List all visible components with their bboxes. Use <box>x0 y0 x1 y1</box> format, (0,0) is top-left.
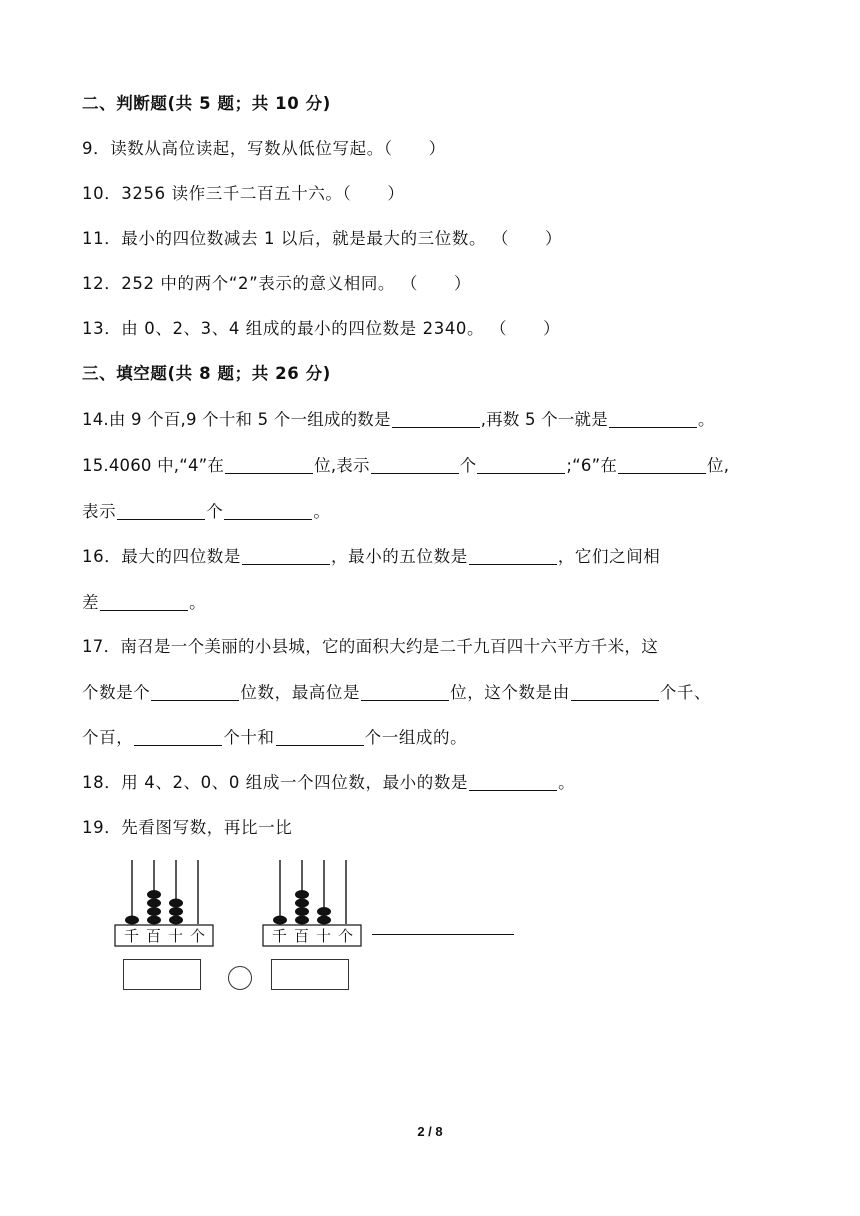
number-box-left[interactable] <box>123 959 201 990</box>
question-text: 。 <box>313 502 331 521</box>
question-text: ,再数 5 个一就是 <box>480 410 608 429</box>
blank[interactable] <box>371 457 459 474</box>
place-label-tens: 十 <box>316 927 332 945</box>
question-text: 个一组成的。 <box>364 728 468 747</box>
blank[interactable] <box>477 457 565 474</box>
question-10 <box>82 182 405 206</box>
question-text: 12．252 中的两个“2”表示的意义相同。 （ <box>82 274 418 293</box>
blank[interactable] <box>151 684 239 701</box>
question-text: 位数，最高位是 <box>240 683 361 702</box>
question-17-line-1 <box>82 635 658 659</box>
question-text: 位, <box>707 456 730 475</box>
question-text: 17．南召是一个美丽的小县城，它的面积大约是二千九百四十六平方千米，这 <box>82 637 658 656</box>
question-text: ，最小的五位数是 <box>331 547 468 566</box>
question-12 <box>82 272 471 296</box>
place-label-thousands: 千 <box>124 927 140 945</box>
question-11 <box>82 227 562 251</box>
compare-circle[interactable] <box>228 966 252 990</box>
question-text: 13．由 0、2、3、4 组成的最小的四位数是 2340。 （ <box>82 319 508 338</box>
question-text: 个十和 <box>223 728 275 747</box>
close-paren: ） <box>543 319 561 338</box>
question-17-line-3 <box>82 726 467 750</box>
question-text: 位，这个数是由 <box>450 683 570 702</box>
place-label-hundreds: 百 <box>294 927 310 945</box>
question-text: 。 <box>558 773 576 792</box>
abacus-right <box>260 858 365 948</box>
blank[interactable] <box>392 411 480 428</box>
question-text: 18．用 4、2、0、0 组成一个四位数，最小的数是 <box>82 773 469 792</box>
abacus-rods <box>280 860 346 924</box>
number-box-right[interactable] <box>271 959 349 990</box>
question-text: 14.由 9 个百,9 个十和 5 个一组成的数是 <box>82 410 391 429</box>
question-13 <box>82 317 560 341</box>
question-text: 差 <box>82 593 100 612</box>
blank[interactable] <box>224 503 312 520</box>
blank[interactable] <box>276 729 364 746</box>
question-19: 19．先看图写数，再比一比 <box>82 818 293 837</box>
close-paren: ） <box>545 229 563 248</box>
question-16-line-1 <box>82 545 660 569</box>
blank[interactable] <box>100 594 188 611</box>
question-text: 。 <box>189 593 207 612</box>
question-text: 位,表示 <box>314 456 370 475</box>
place-label-ones: 个 <box>338 927 354 945</box>
blank[interactable] <box>469 548 557 565</box>
page-number: 2 / 8 <box>417 1124 443 1139</box>
abacus-beads <box>273 890 331 925</box>
question-text: 个 <box>206 502 224 521</box>
question-15-line-2 <box>82 500 330 524</box>
blank[interactable] <box>469 774 557 791</box>
question-text: 9．读数从高位读起，写数从低位写起。（ <box>82 139 393 158</box>
question-14 <box>82 408 715 432</box>
abacus-beads <box>125 890 183 925</box>
blank[interactable] <box>618 457 706 474</box>
question-text: 15.4060 中,“4”在 <box>82 456 225 475</box>
section-heading-fill-in: 三、填空题(共 8 题；共 26 分) <box>82 364 331 383</box>
question-18 <box>82 771 575 795</box>
close-paren: ） <box>428 139 446 158</box>
blank[interactable] <box>225 457 313 474</box>
blank[interactable] <box>609 411 697 428</box>
blank[interactable] <box>361 684 449 701</box>
close-paren: ） <box>387 184 405 203</box>
question-text: ;“6”在 <box>566 456 618 475</box>
question-text: 表示 <box>82 502 117 521</box>
question-text: 16．最大的四位数是 <box>82 547 241 566</box>
blank[interactable] <box>242 548 330 565</box>
close-paren: ） <box>453 274 472 293</box>
question-text: 11．最小的四位数减去 1 以后，就是最大的三位数。 （ <box>82 229 510 248</box>
abacus-rods <box>132 860 198 924</box>
question-text: 个 <box>459 456 477 475</box>
blank[interactable] <box>117 503 205 520</box>
place-label-tens: 十 <box>168 927 184 945</box>
question-17-line-2 <box>82 681 711 705</box>
blank[interactable] <box>571 684 659 701</box>
question-text: 个千、 <box>659 683 712 702</box>
comparison-answer-line[interactable] <box>372 934 514 935</box>
blank[interactable] <box>134 729 222 746</box>
place-label-ones: 个 <box>190 927 206 945</box>
question-text: 。 <box>697 410 715 429</box>
question-text: ，它们之间相 <box>557 547 661 566</box>
place-label-hundreds: 百 <box>146 927 162 945</box>
question-text: 个百， <box>82 728 134 747</box>
place-label-thousands: 千 <box>272 927 288 945</box>
section-heading-judgment: 二、判断题(共 5 题；共 10 分) <box>82 94 331 113</box>
question-9 <box>82 137 446 161</box>
question-text: 10．3256 读作三千二百五十六。（ <box>82 184 352 203</box>
question-16-line-2 <box>82 591 206 615</box>
question-text: 个数是个 <box>82 683 151 702</box>
question-15-line-1 <box>82 454 729 478</box>
abacus-left <box>112 858 217 948</box>
